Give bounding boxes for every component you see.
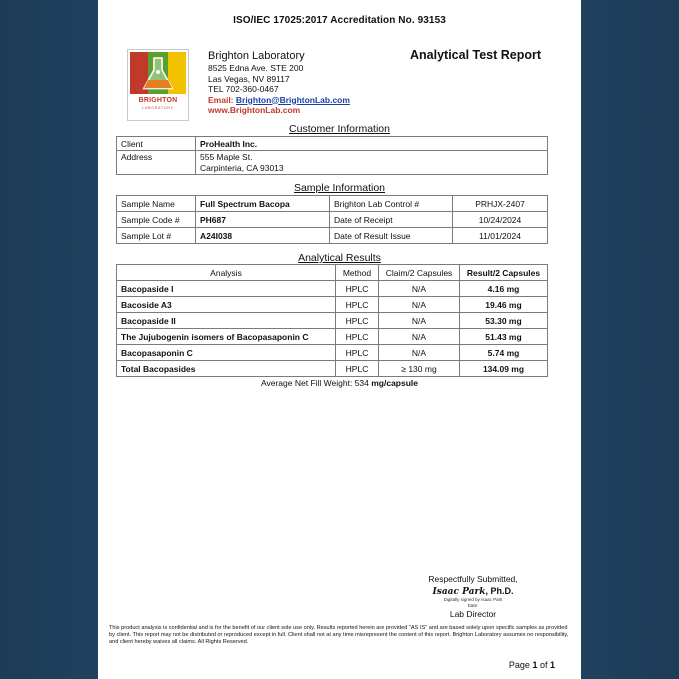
submitted-text: Respectfully Submitted, bbox=[428, 574, 518, 584]
col-method: Method bbox=[336, 265, 379, 281]
sample-info-table bbox=[116, 195, 548, 244]
digital-signature-note bbox=[418, 597, 528, 609]
page-label: Page bbox=[508, 660, 533, 670]
table-row bbox=[117, 361, 548, 377]
table-row bbox=[117, 297, 548, 313]
results-header-row bbox=[117, 265, 548, 281]
control-number-value: PRHJX-2407 bbox=[453, 196, 548, 212]
analysis-cell: The Jujubogenin isomers of Bacopasaponin C bbox=[117, 329, 336, 345]
digital-signature-line1: Digitally signed by Isaac Park bbox=[443, 597, 503, 602]
analysis-cell: Bacopaside I bbox=[117, 281, 336, 297]
address-value bbox=[196, 151, 548, 175]
page-current: 1 bbox=[532, 660, 538, 670]
sample-info-title: Sample Information bbox=[293, 182, 386, 194]
analysis-cell: Bacopasaponin C bbox=[117, 345, 336, 361]
method-cell: HPLC bbox=[336, 313, 379, 329]
sample-code-value: PH687 bbox=[196, 212, 330, 228]
lab-contact-block bbox=[208, 50, 350, 116]
analysis-cell: Bacoside A3 bbox=[117, 297, 336, 313]
signature-block bbox=[418, 574, 528, 619]
issue-date-label: Date of Result Issue bbox=[330, 228, 453, 244]
sample-name-label: Sample Name bbox=[117, 196, 196, 212]
address-line2: Carpinteria, CA 93013 bbox=[200, 162, 284, 173]
disclaimer-text: This product analysis is confidential and is for the benefit of our client sole use only. Results reported herein are provided "AS IS" and are based solely upon specific samples as provided by client. This report may not be distributed or reproduced except in full. Client shall not at any time misrepresent the content of this report. Brighton Laboratory assumes no responsibility, and client hereby waives all claims. All Rights Reserved. bbox=[109, 625, 569, 646]
website-link[interactable]: www.BrightonLab.com bbox=[208, 105, 301, 115]
table-row bbox=[117, 313, 548, 329]
method-cell: HPLC bbox=[336, 297, 379, 313]
table-row bbox=[117, 137, 548, 151]
fill-weight-label: Average Net Fill Weight: 534 bbox=[260, 378, 372, 388]
signer-title: Lab Director bbox=[449, 609, 497, 619]
fill-weight-unit: mg/capsule bbox=[371, 378, 419, 388]
fill-weight-line bbox=[98, 378, 581, 388]
brighton-logo bbox=[127, 49, 189, 121]
claim-cell: N/A bbox=[379, 297, 460, 313]
claim-cell: N/A bbox=[379, 281, 460, 297]
table-row bbox=[117, 345, 548, 361]
col-claim: Claim/2 Capsules bbox=[379, 265, 460, 281]
customer-info-title: Customer Information bbox=[289, 123, 390, 135]
address-label: Address bbox=[117, 151, 196, 175]
analysis-cell: Bacopaside II bbox=[117, 313, 336, 329]
lab-address-line1: 8525 Edna Ave. STE 200 bbox=[208, 63, 304, 73]
lab-address-line2: Las Vegas, NV 89117 bbox=[208, 73, 290, 84]
receipt-date-value: 10/24/2024 bbox=[453, 212, 548, 228]
accreditation-line: ISO/IEC 17025:2017 Accreditation No. 93153 bbox=[233, 15, 446, 26]
issue-date-value: 11/01/2024 bbox=[453, 228, 548, 244]
digital-signature-line2: Date: bbox=[467, 603, 479, 608]
method-cell: HPLC bbox=[336, 329, 379, 345]
signature-line bbox=[418, 586, 528, 597]
sample-name-value: Full Spectrum Bacopa bbox=[196, 196, 330, 212]
analysis-cell: Total Bacopasides bbox=[117, 361, 336, 377]
result-cell: 53.30 mg bbox=[460, 313, 548, 329]
table-row bbox=[117, 212, 548, 228]
result-cell: 51.43 mg bbox=[460, 329, 548, 345]
table-row bbox=[117, 151, 548, 175]
lab-phone: TEL 702-360-0467 bbox=[208, 84, 279, 94]
claim-cell: N/A bbox=[379, 313, 460, 329]
page-number bbox=[509, 660, 555, 670]
result-cell: 4.16 mg bbox=[460, 281, 548, 297]
sample-code-label: Sample Code # bbox=[117, 212, 196, 228]
report-page bbox=[98, 0, 581, 679]
method-cell: HPLC bbox=[336, 281, 379, 297]
address-line1: 555 Maple St. bbox=[200, 151, 253, 162]
result-cell: 19.46 mg bbox=[460, 297, 548, 313]
sample-lot-label: Sample Lot # bbox=[117, 228, 196, 244]
table-row bbox=[117, 281, 548, 297]
page-of: of bbox=[537, 660, 550, 670]
customer-info-table bbox=[116, 136, 548, 175]
table-row bbox=[117, 228, 548, 244]
col-result: Result/2 Capsules bbox=[460, 265, 548, 281]
table-row bbox=[117, 329, 548, 345]
signature-name: Isaac Park bbox=[432, 587, 486, 597]
method-cell: HPLC bbox=[336, 345, 379, 361]
lab-email-row bbox=[208, 95, 350, 106]
email-label: Email: bbox=[208, 94, 236, 105]
logo-subtitle: LABORATORY bbox=[142, 106, 174, 110]
email-link[interactable]: Brighton@BrightonLab.com bbox=[235, 94, 350, 105]
results-title: Analytical Results bbox=[298, 252, 381, 264]
results-table bbox=[116, 264, 548, 377]
result-cell: 5.74 mg bbox=[460, 345, 548, 361]
lab-name: Brighton Laboratory bbox=[208, 50, 305, 62]
claim-cell: N/A bbox=[379, 329, 460, 345]
receipt-date-label: Date of Receipt bbox=[330, 212, 453, 228]
col-analysis: Analysis bbox=[117, 265, 336, 281]
logo-name: BRIGHTON bbox=[138, 97, 178, 104]
claim-cell: N/A bbox=[379, 345, 460, 361]
page-total: 1 bbox=[549, 660, 555, 670]
claim-cell: ≥ 130 mg bbox=[379, 361, 460, 377]
signature-credential: , Ph.D. bbox=[485, 586, 514, 596]
table-row bbox=[117, 196, 548, 212]
method-cell: HPLC bbox=[336, 361, 379, 377]
report-title: Analytical Test Report bbox=[410, 48, 542, 62]
sample-lot-value: A24I038 bbox=[196, 228, 330, 244]
client-label: Client bbox=[117, 137, 196, 151]
client-value: ProHealth Inc. bbox=[196, 137, 548, 151]
control-number-label: Brighton Lab Control # bbox=[330, 196, 453, 212]
result-cell: 134.09 mg bbox=[460, 361, 548, 377]
